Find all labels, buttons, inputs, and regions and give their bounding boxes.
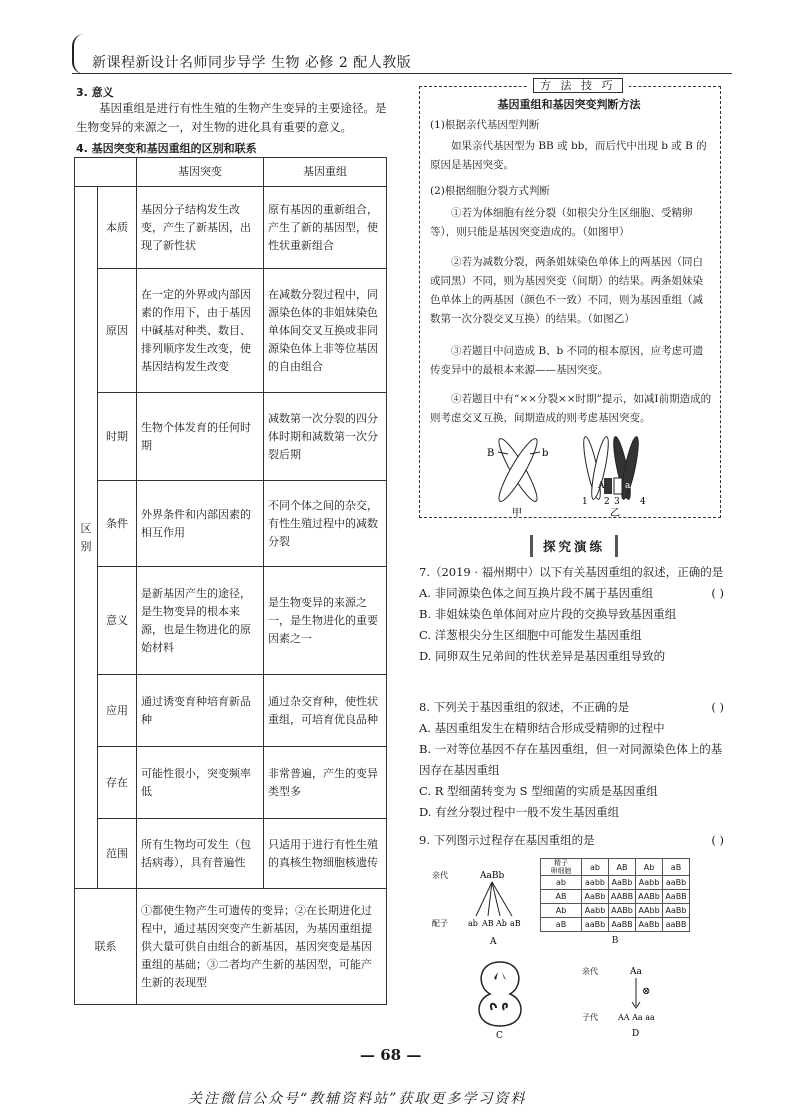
punnett-cell: ab xyxy=(541,876,582,890)
figA-gamete: Ab xyxy=(496,919,507,928)
question-8 xyxy=(419,697,724,823)
option: D. 同卵双生兄弟间的性状差异是基因重组导致的 xyxy=(419,649,666,663)
punnett-cell: aaBB xyxy=(663,918,690,932)
cell-mutation: 在一定的外界或内部因素的作用下，由于基因中碱基对种类、数目、排列顺序发生改变，使基因结构发生改变 xyxy=(137,269,264,393)
cell-recomb: 在减数分裂过程中，同源染色体的非姐妹染色单体间交叉互换或非同源染色体上非等位基因的自由组合 xyxy=(264,269,387,393)
chromosome-yi xyxy=(580,436,646,517)
num-2: 2 xyxy=(604,497,610,507)
col-header-recomb: 基因重组 xyxy=(264,158,387,187)
col-header-mutation: 基因突变 xyxy=(137,158,264,187)
row-label: 时期 xyxy=(98,393,137,481)
punnett-cell: aB xyxy=(541,918,582,932)
punnett-cell: AABb xyxy=(636,890,663,904)
figD-self-symbol: ⊗ xyxy=(642,986,651,997)
cell-mutation: 可能性很小，突变频率低 xyxy=(137,747,264,819)
comparison-table xyxy=(74,157,387,1005)
section3-heading: 3. 意义 xyxy=(76,86,114,99)
punnett-cell: AaBB xyxy=(609,918,636,932)
punnett-egg: 卵细胞 xyxy=(550,867,572,875)
chromosome-figure xyxy=(470,432,670,517)
answer-paren: ( ) xyxy=(711,586,724,600)
num-1: 1 xyxy=(582,497,588,507)
table-row xyxy=(75,675,387,747)
row-label: 存在 xyxy=(98,747,137,819)
method-p2d: ④若题目中有“××分裂××时期”提示，如减Ⅰ前期造成的则考虑交叉互换，间期造成的则考虑基因突变。 xyxy=(430,393,712,424)
group-label-distinction: 区别 xyxy=(75,187,98,889)
punnett-col: AB xyxy=(609,859,636,876)
table-row xyxy=(75,481,387,567)
figure-a xyxy=(430,860,540,950)
page-number: — 68 — xyxy=(360,1046,422,1064)
method-p1-head: (1)根据亲代基因型判断 xyxy=(430,119,540,131)
cell-mutation: 生物个体发育的任何时期 xyxy=(137,393,264,481)
cell-mutation: 通过诱变育种培育新品种 xyxy=(137,675,264,747)
answer-paren: ( ) xyxy=(711,700,724,714)
punnett-cell: AABB xyxy=(609,890,636,904)
figA-gamete-label: 配子 xyxy=(432,919,448,928)
cell-recomb: 是生物变异的来源之一，是生物进化的重要因素之一 xyxy=(264,567,387,675)
label-A: A xyxy=(598,481,605,491)
cell-recomb: 减数第一次分裂的四分体时期和减数第一次分裂后期 xyxy=(264,393,387,481)
punnett-cell: aaBb xyxy=(663,876,690,890)
table-row xyxy=(75,393,387,481)
question-7 xyxy=(419,562,724,667)
method-p2b: ②若为减数分裂，两条姐妹染色单体上的两基因（同白或同黑）不同，则为基因突变（间期）的结果。两条姐妹染色单体上的两基因（颜色不一致）不同，则为基因重组（减数第一次分裂交叉互换）的结果。（如图乙） xyxy=(430,256,703,325)
punnett-cell: AAbb xyxy=(636,904,663,918)
figD-parent: Aa xyxy=(630,967,642,977)
header-brace xyxy=(72,34,86,74)
figure-c-cell xyxy=(470,958,530,1040)
punnett-cell: Aabb xyxy=(636,876,663,890)
table-row xyxy=(75,747,387,819)
cell-recomb: 原有基因的重新组合，产生了新的基因型，使性状重新组合 xyxy=(264,187,387,269)
method-p1: 如果亲代基因型为 BB 或 bb，而后代中出现 b 或 B 的原因是基因突变。 xyxy=(430,140,707,171)
option: A. 非同源染色体之间互换片段不属于基因重组 xyxy=(419,586,654,600)
cell-mutation: 是新基因产生的途径，是生物变异的根本来源，也是生物进化的原始材料 xyxy=(137,567,264,675)
cell-recomb: 不同个体之间的杂交，有性生殖过程中的减数分裂 xyxy=(264,481,387,567)
link-label: 联系 xyxy=(75,889,137,1005)
cell-recomb: 非常普遍，产生的变异类型多 xyxy=(264,747,387,819)
figure-d xyxy=(580,960,690,1040)
punnett-cell: AABb xyxy=(609,904,636,918)
figure-b xyxy=(540,858,690,946)
section3-text: 基因重组是进行有性生殖的生物产生变异的主要途径。是生物变异的来源之一，对生物的进化具有重要的意义。 xyxy=(76,101,387,134)
explore-title: 探究演练 xyxy=(530,535,618,557)
option: A. 基因重组发生在精卵结合形成受精卵的过程中 xyxy=(419,721,665,735)
punnett-cell: AaBb xyxy=(582,890,609,904)
figA-parent-label: 亲代 xyxy=(432,871,448,880)
punnett-cell: aabb xyxy=(582,876,609,890)
table-link-row xyxy=(75,889,387,1005)
option: D. 有丝分裂过程中一般不发生基因重组 xyxy=(419,805,620,819)
table-row xyxy=(75,819,387,889)
question-stem: 8. 下列关于基因重组的叙述，不正确的是 xyxy=(419,700,630,714)
figD-child-label: 子代 xyxy=(582,1013,598,1022)
method-tag: 方 法 技 巧 xyxy=(527,77,629,93)
punnett-cell: AB xyxy=(541,890,582,904)
row-label: 本质 xyxy=(98,187,137,269)
section4-heading: 4. 基因突变和基因重组的区别和联系 xyxy=(76,142,257,155)
method-p2-head: (2)根据细胞分裂方式判断 xyxy=(430,185,550,197)
page-header: 新课程新设计名师同步导学 生物 必修 2 配人教版 xyxy=(92,55,412,71)
figD-parent-label: 亲代 xyxy=(582,967,598,976)
option: C. 洋葱根尖分生区细胞中可能发生基因重组 xyxy=(419,628,642,642)
footer-note: 关注微信公众号“教辅资料站”获取更多学习资料 xyxy=(188,1091,527,1107)
option: B. 一对等位基因不存在基因重组，但一对同源染色体上的基因存在基因重组 xyxy=(419,742,723,777)
cell-mutation: 所有生物均可发生（包括病毒），具有普遍性 xyxy=(137,819,264,889)
option: C. R 型细菌转变为 S 型细菌的实质是基因重组 xyxy=(419,784,658,798)
punnett-cell: AaBB xyxy=(663,890,690,904)
row-label: 条件 xyxy=(98,481,137,567)
cell-mutation: 基因分子结构发生改变，产生了新基因，出现了新性状 xyxy=(137,187,264,269)
label-a: a xyxy=(625,481,631,491)
punnett-cell: aaBb xyxy=(582,918,609,932)
figA-parent: AaBb xyxy=(480,871,505,881)
num-4: 4 xyxy=(640,497,646,507)
punnett-cell: Aabb xyxy=(582,904,609,918)
label-B: B xyxy=(487,448,495,459)
header-rule xyxy=(72,73,732,74)
table-row xyxy=(75,567,387,675)
question-9 xyxy=(419,830,724,851)
fig-label-jia: 甲 xyxy=(512,508,522,517)
punnett-col: Ab xyxy=(636,859,663,876)
table-header-row xyxy=(75,158,387,187)
figB-letter: B xyxy=(611,936,619,946)
figA-gamete: AB xyxy=(482,919,494,928)
method-title: 基因重组和基因突变判断方法 xyxy=(497,98,641,111)
punnett-square xyxy=(540,858,690,932)
chromosome-jia xyxy=(487,435,548,517)
option: B. 非姐妹染色单体间对应片段的交换导致基因重组 xyxy=(419,607,677,621)
cell-recomb: 只适用于进行有性生殖的真核生物细胞核遗传 xyxy=(264,819,387,889)
row-label: 范围 xyxy=(98,819,137,889)
question-stem: 9. 下列图示过程存在基因重组的是 xyxy=(419,833,595,847)
figA-letter: A xyxy=(490,937,497,947)
method-p2a: ①若为体细胞有丝分裂（如根尖分生区细胞、受精卵等），则只能是基因突变造成的。（如图甲） xyxy=(430,207,693,238)
punnett-col: ab xyxy=(582,859,609,876)
punnett-sperm: 精子 xyxy=(554,859,568,867)
answer-paren: ( ) xyxy=(711,833,724,847)
label-b: b xyxy=(542,448,549,459)
cell-recomb: 通过杂交育种，使性状重组，可培育优良品种 xyxy=(264,675,387,747)
link-text: ①都使生物产生可遗传的变异；②在长期进化过程中，通过基因突变产生新基因，为基因重组提供大量可供自由组合的新基因，基因突变是基因重组的基础；③二者均产生新的基因型，可能产生新的表现型 xyxy=(137,889,387,1005)
method-p2c: ③若题目中问造成 B、b 不同的根本原因，应考虑可遗传变异中的最根本来源——基因突变。 xyxy=(430,345,704,376)
figA-gamete: ab xyxy=(468,919,478,928)
table-row xyxy=(75,187,387,269)
punnett-cell: AaBb xyxy=(609,876,636,890)
punnett-col: aB xyxy=(663,859,690,876)
figD-children: AA Aa aa xyxy=(618,1013,655,1022)
row-label: 原因 xyxy=(98,269,137,393)
punnett-cell: AaBb xyxy=(636,918,663,932)
fig-label-yi: 乙 xyxy=(610,508,620,517)
row-label: 应用 xyxy=(98,675,137,747)
punnett-cell: AaBb xyxy=(663,904,690,918)
figD-letter: D xyxy=(632,1029,640,1039)
figA-gamete: aB xyxy=(510,919,521,928)
question-stem: 7.（2019 · 福州期中）以下有关基因重组的叙述，正确的是 xyxy=(419,565,724,579)
cell-mutation: 外界条件和内部因素的相互作用 xyxy=(137,481,264,567)
num-3: 3 xyxy=(614,497,620,507)
table-row xyxy=(75,269,387,393)
punnett-cell: Ab xyxy=(541,904,582,918)
row-label: 意义 xyxy=(98,567,137,675)
figC-letter: C xyxy=(496,1031,503,1040)
